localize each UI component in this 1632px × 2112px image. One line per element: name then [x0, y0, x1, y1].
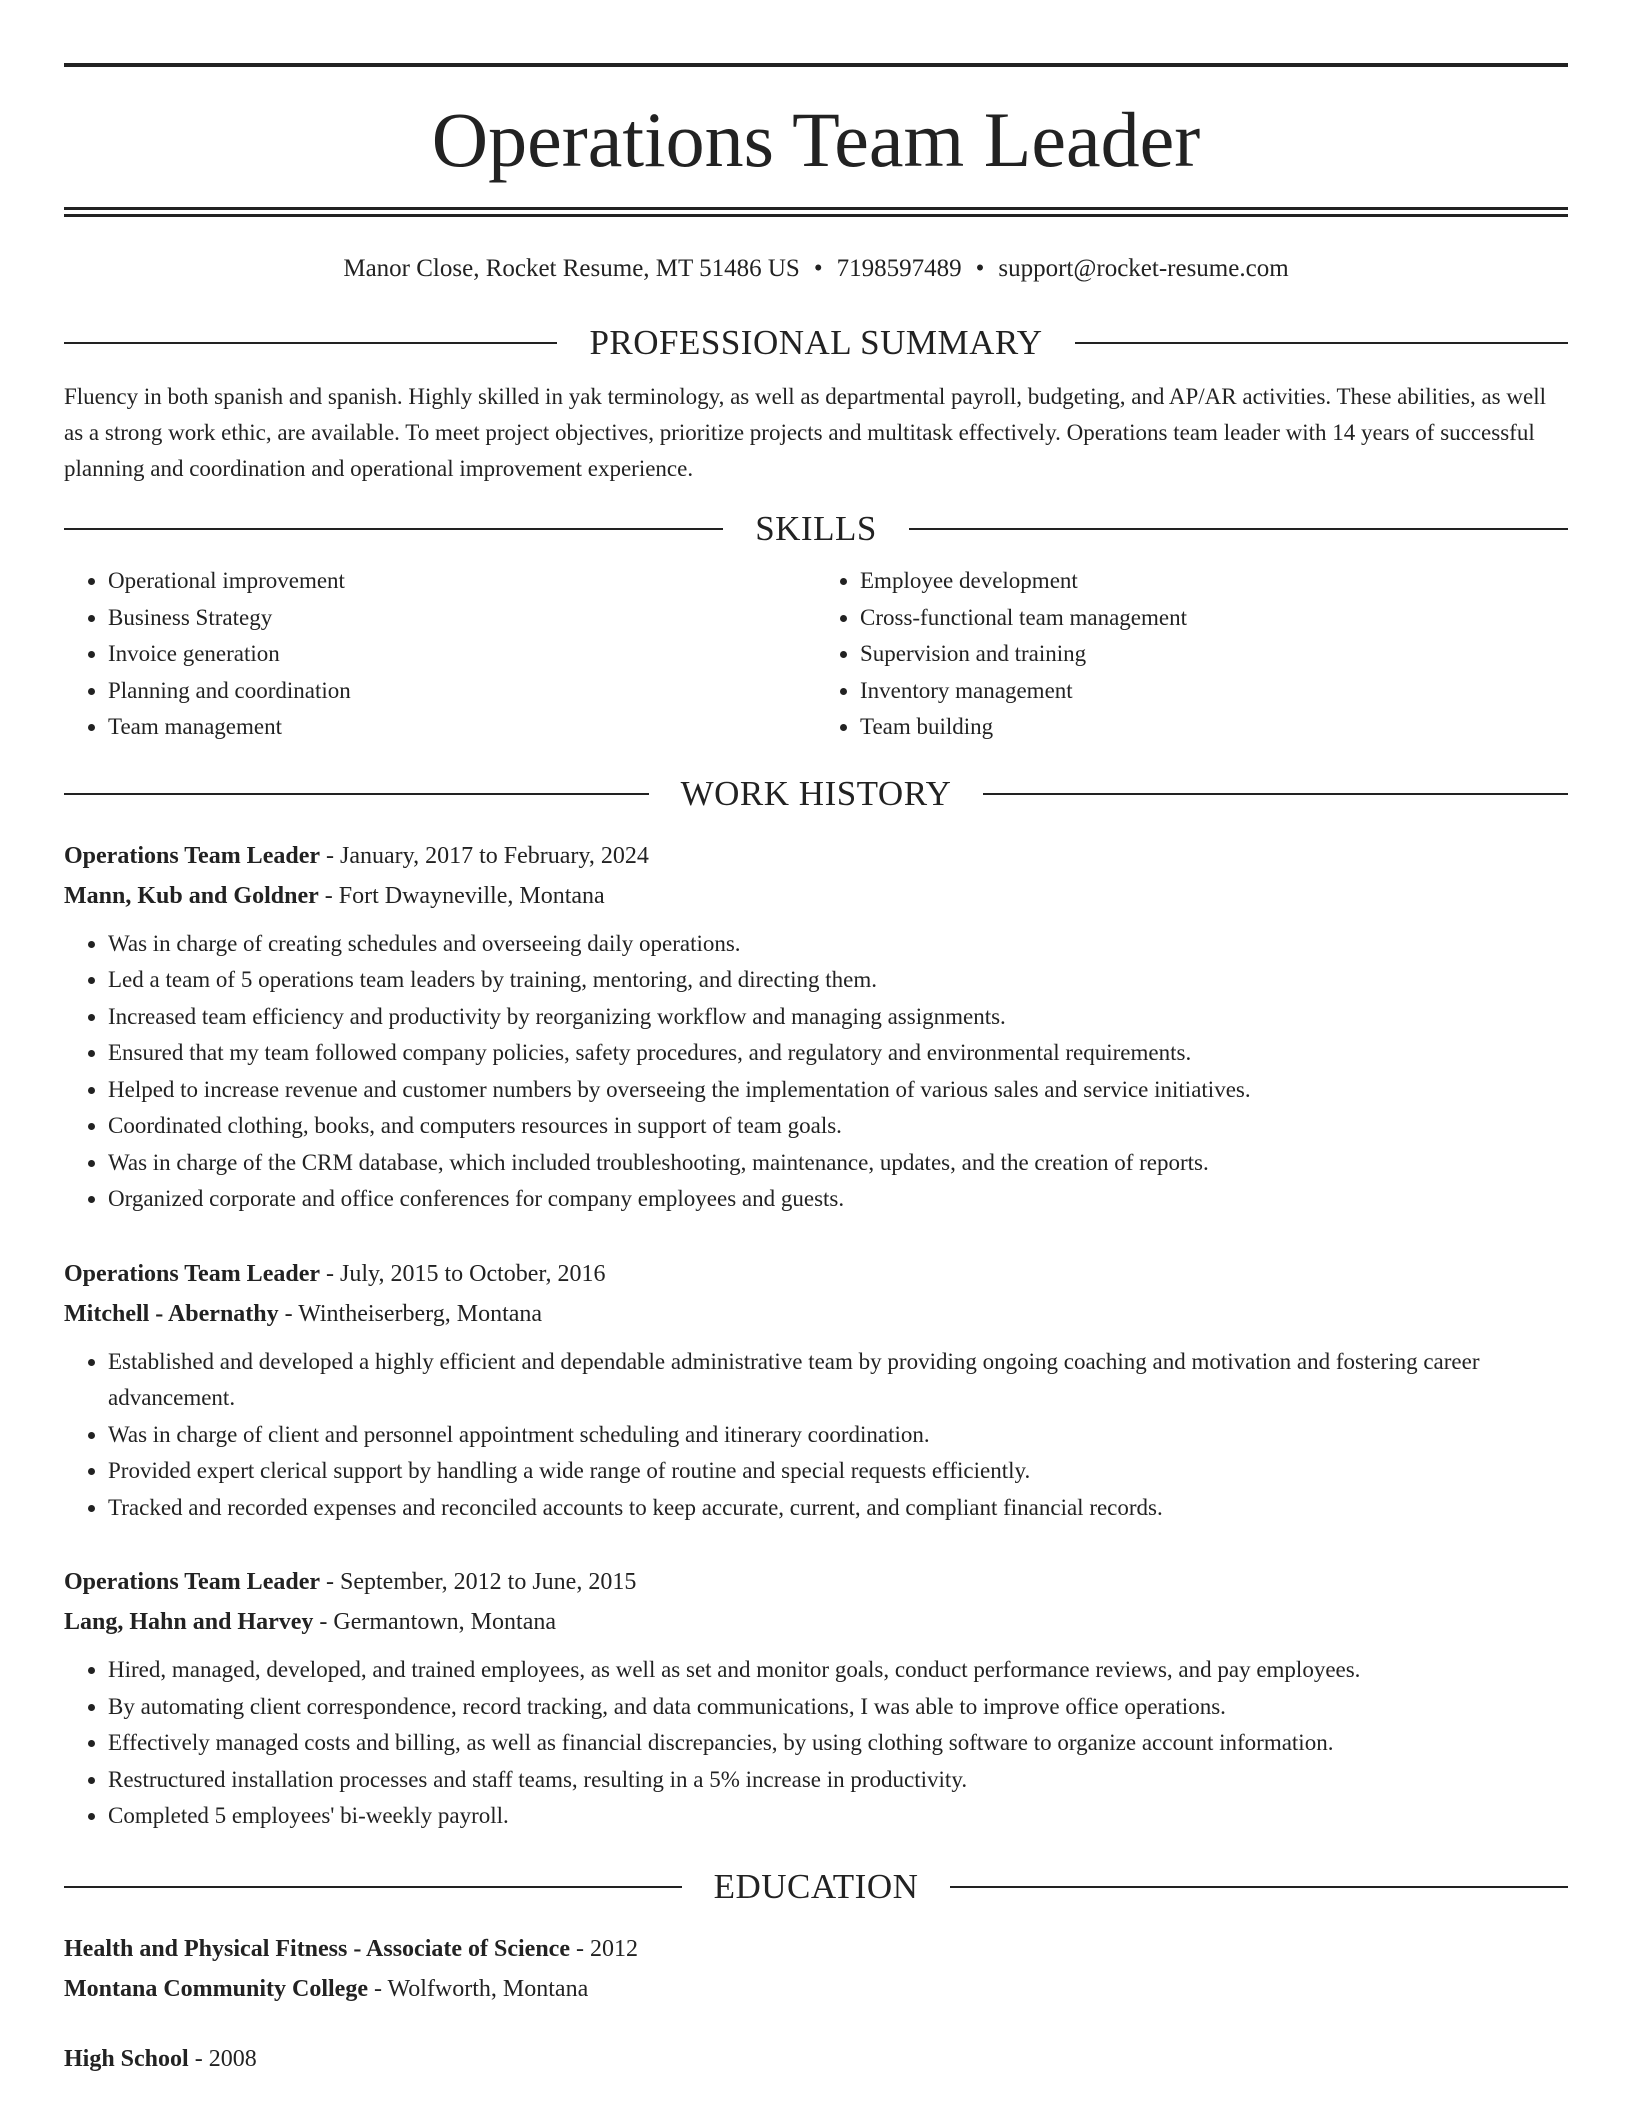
section-rule — [1075, 342, 1568, 344]
contact-separator: • — [813, 255, 823, 282]
title-double-rule — [64, 207, 1568, 217]
contact-phone: 7198597489 — [836, 255, 962, 282]
job-bullet: • Increased team efficiency and productivity by reorganizing workflow and managing assignments. — [108, 999, 1568, 1036]
job-company-line — [64, 1602, 1568, 1642]
education-location: - Wolfworth, Montana — [367, 1975, 589, 2002]
job-bullet: • Restructured installation processes and staff teams, resulting in a 5% increase in productivity. — [108, 1762, 1568, 1799]
section-rule — [64, 342, 557, 344]
skill-item: • Business Strategy — [108, 600, 816, 637]
job-dates: - July, 2015 to October, 2016 — [320, 1260, 606, 1287]
job-bullets — [64, 1652, 1568, 1835]
section-rule — [983, 793, 1568, 795]
job-bullet: • Was in charge of the CRM database, which included troubleshooting, maintenance, updates, and the creation of reports. — [108, 1145, 1568, 1182]
job-bullets — [64, 926, 1568, 1218]
section-rule — [64, 1886, 682, 1888]
education-school: Montana Community College — [64, 1975, 368, 2002]
job-bullet: • Completed 5 employees' bi-weekly payroll. — [108, 1798, 1568, 1835]
skills-list — [64, 563, 1568, 746]
job-bullet: • Was in charge of client and personnel appointment scheduling and itinerary coordination. — [108, 1417, 1568, 1454]
job-bullet: • Effectively managed costs and billing, as well as financial discrepancies, by using clothing software to organize account information. — [108, 1725, 1568, 1762]
job-title-line — [64, 836, 1568, 876]
section-title: SKILLS — [755, 509, 877, 548]
contact-line — [64, 253, 1568, 285]
skill-item: • Inventory management — [860, 673, 1568, 710]
skills-column-left — [64, 563, 816, 746]
job-company-line — [64, 876, 1568, 916]
job-company: Lang, Hahn and Harvey — [64, 1609, 314, 1635]
job-location: - Germantown, Montana — [313, 1609, 556, 1635]
top-rule — [64, 63, 1568, 67]
job-title-line — [64, 1254, 1568, 1294]
job-bullet: • Ensured that my team followed company policies, safety procedures, and regulatory and environmental requirements. — [108, 1035, 1568, 1072]
section-header-skills — [64, 509, 1568, 549]
education-degree: Health and Physical Fitness - Associate of Science — [64, 1935, 570, 1962]
job-dates: - January, 2017 to February, 2024 — [320, 842, 649, 869]
job-bullet: • Hired, managed, developed, and trained employees, as well as set and monitor goals, conduct performance reviews, and pay employees. — [108, 1652, 1568, 1689]
job-bullet: • Helped to increase revenue and customer numbers by overseeing the implementation of various sales and service initiatives. — [108, 1072, 1568, 1109]
education-school-line — [64, 1969, 1568, 2009]
contact-email: support@rocket-resume.com — [998, 255, 1289, 282]
job-role: Operations Team Leader — [64, 1569, 320, 1595]
skill-item: • Supervision and training — [860, 636, 1568, 673]
job-bullet: • Organized corporate and office conferences for company employees and guests. — [108, 1181, 1568, 1218]
summary-text: Fluency in both spanish and spanish. Highly skilled in yak terminology, as well as departmental payroll, budgeting, and AP/AR activities. These abilities, as well as a strong work ethic, are available. To meet project objectives, prioritize projects and multitask effectively. Operations team leader with 14 years of successful planning and coordination and operational improvement experience. — [64, 384, 1546, 481]
job-entry — [64, 1254, 1568, 1527]
skill-item: • Planning and coordination — [108, 673, 816, 710]
job-bullet: • Was in charge of creating schedules and overseeing daily operations. — [108, 926, 1568, 963]
education-degree-line — [64, 1929, 1568, 1969]
contact-separator: • — [975, 255, 985, 282]
education-entry — [64, 1929, 1568, 2009]
resume-title: Operations Team Leader — [431, 96, 1201, 183]
section-header-work-history — [64, 774, 1568, 814]
section-rule — [64, 528, 723, 530]
skills-column-right — [816, 563, 1568, 746]
job-company: Mitchell - Abernathy — [64, 1300, 279, 1327]
job-bullet: • Provided expert clerical support by handling a wide range of routine and special requests efficiently. — [108, 1453, 1568, 1490]
job-bullets — [64, 1344, 1568, 1527]
job-role: Operations Team Leader — [64, 1260, 320, 1287]
skill-item: • Invoice generation — [108, 636, 816, 673]
skill-item: • Team management — [108, 709, 816, 746]
section-title: WORK HISTORY — [680, 773, 952, 813]
contact-address: Manor Close, Rocket Resume, MT 51486 US — [343, 255, 800, 282]
job-entry — [64, 836, 1568, 1218]
job-bullet: • Led a team of 5 operations team leaders by training, mentoring, and directing them. — [108, 962, 1568, 999]
job-bullet: • Established and developed a highly efficient and dependable administrative team by providing ongoing coaching and motivation and fostering career advancement. — [108, 1344, 1568, 1417]
job-role: Operations Team Leader — [64, 842, 320, 869]
skill-item: • Operational improvement — [108, 563, 816, 600]
job-location: - Wintheiserberg, Montana — [278, 1300, 543, 1327]
job-entry — [64, 1562, 1568, 1835]
section-title: EDUCATION — [713, 1866, 919, 1906]
job-bullet: • Tracked and recorded expenses and reconciled accounts to keep accurate, current, and compliant financial records. — [108, 1490, 1568, 1527]
education-entry — [64, 2039, 1568, 2079]
section-title: PROFESSIONAL SUMMARY — [589, 323, 1043, 362]
education-year: - 2008 — [188, 2045, 257, 2072]
skill-item: • Employee development — [860, 563, 1568, 600]
job-bullet: • Coordinated clothing, books, and computers resources in support of team goals. — [108, 1108, 1568, 1145]
job-bullet: • By automating client correspondence, record tracking, and data communications, I was able to improve office operations. — [108, 1689, 1568, 1726]
job-company: Mann, Kub and Goldner — [64, 882, 319, 909]
section-rule — [64, 793, 649, 795]
education-degree: High School — [64, 2045, 189, 2072]
section-header-education — [64, 1867, 1568, 1907]
job-location: - Fort Dwayneville, Montana — [318, 882, 605, 909]
job-title-line — [64, 1562, 1568, 1602]
education-degree-line — [64, 2039, 1568, 2079]
skill-item: • Team building — [860, 709, 1568, 746]
section-rule — [950, 1886, 1568, 1888]
job-dates: - September, 2012 to June, 2015 — [320, 1569, 637, 1595]
education-year: - 2012 — [569, 1935, 638, 1962]
job-company-line — [64, 1294, 1568, 1334]
section-header-summary — [64, 323, 1568, 363]
skill-item: • Cross-functional team management — [860, 600, 1568, 637]
section-rule — [909, 528, 1568, 530]
